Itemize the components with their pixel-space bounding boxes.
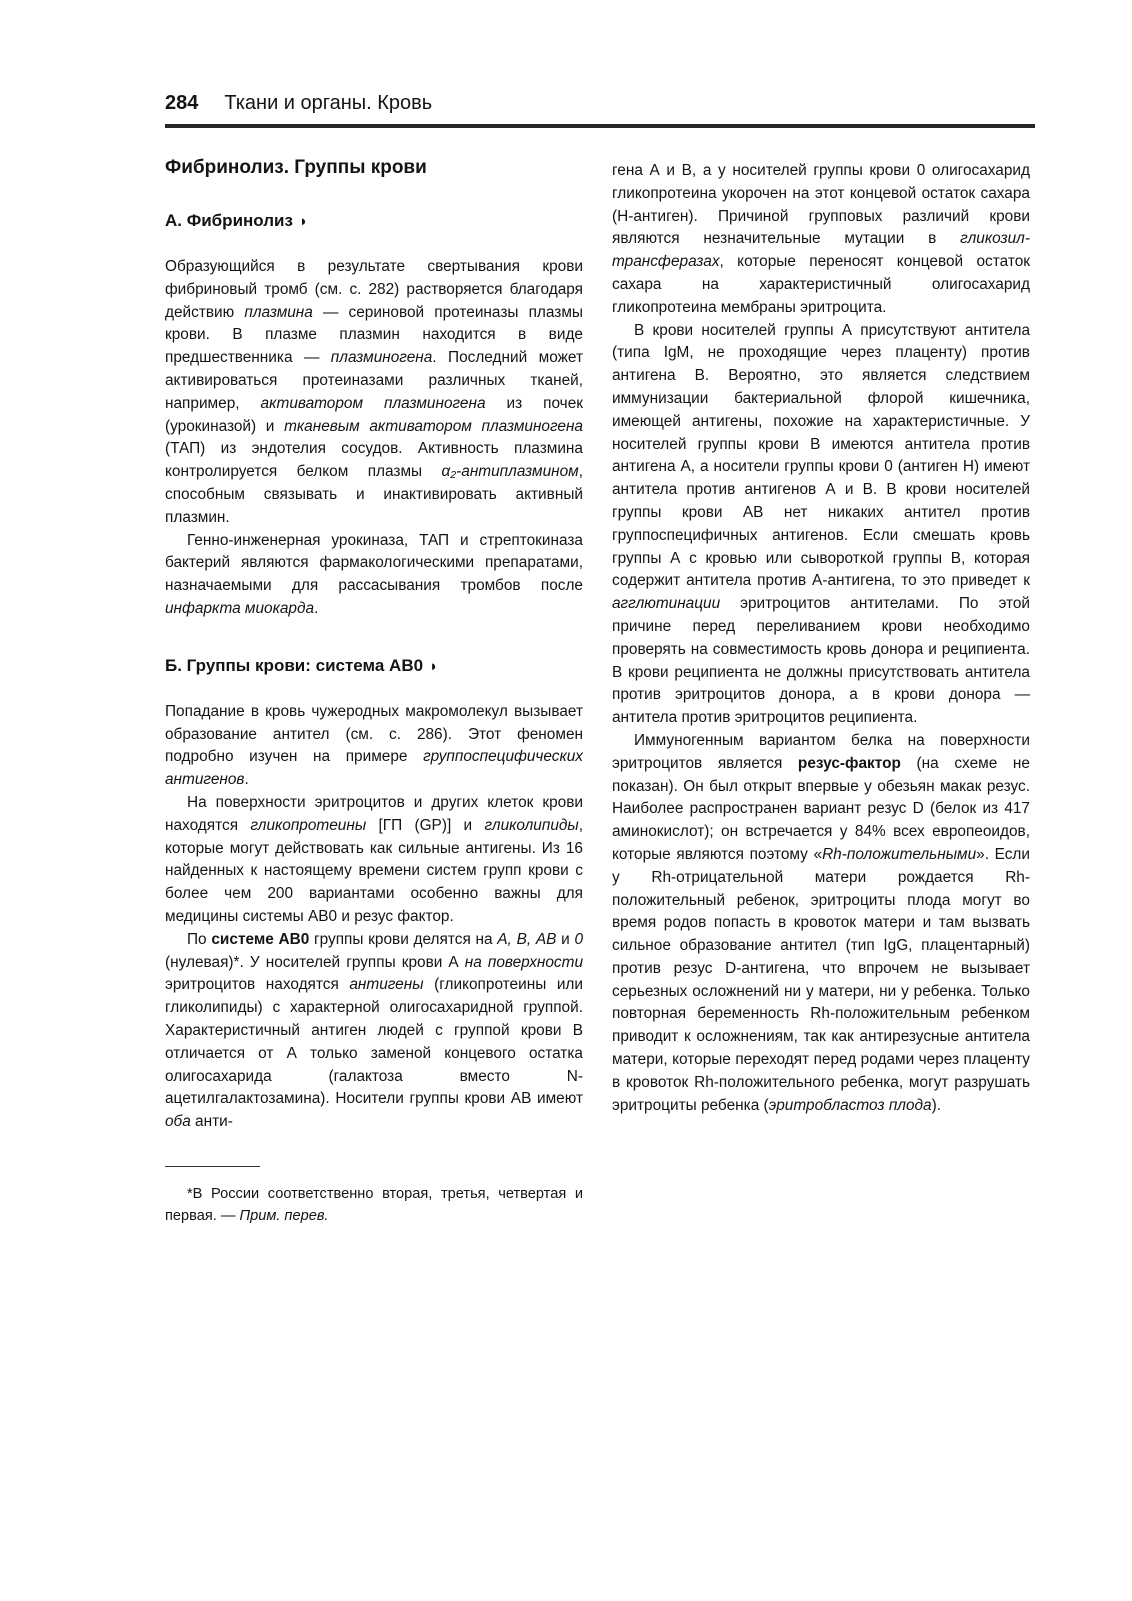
page-header bbox=[165, 92, 1035, 128]
section-a-heading: А. Фибринолиз ◗ bbox=[165, 211, 309, 230]
paragraph: Образующийся в результате свертывания крови фибриновый тромб (см. с. 282) растворяется благодаря действию плазмина — сериновой протеиназы плазмы крови. В плазме плазмин находится в виде предшественника — плазминогена. Последний может активироваться протеиназами различных тканей, например, активатором плазминогена из почек (урокиназой) и тканевым активатором плазминогена (ТАП) из эндотелия сосудов. Активность плазмина контролируется белком плазмы α₂-антиплазмином, способным связывать и инактивировать активный плазмин. bbox=[165, 258, 583, 526]
section-marker-icon: ◗ bbox=[298, 213, 309, 230]
running-title: Ткани и органы. Кровь bbox=[224, 92, 433, 114]
paragraph: В крови носителей группы А присутствуют антитела (типа IgM, не проходящие через плаценту) против антигена В. Вероятно, это является следствием иммунизации бактериальной флорой кишечника, имеющей антигены, похожие на характеристичные. У носителей группы крови В имеются антитела против антигена А, а носители группы крови 0 (антиген Н) имеют антитела против антигенов А и В. В крови носителей группы крови АВ нет никаких антител против группоспецифичных антигенов. Если смешать кровь группы А с кровью или сывороткой группы В, которая содержит антитела против А-антигена, то это приведет к агглютинации эритроцитов антителами. По этой причине перед переливанием крови необходимо проверять на совместимость кровь донора и реципиента. В крови реципиента не должны присутствовать антитела против эритроцитов донора, а в крови донора — антитела против эритроцитов реципиента. bbox=[612, 321, 1030, 727]
paragraph: На поверхности эритроцитов и других клеток крови находятся гликопротеины [ГП (GP)] и гликолипиды, которые могут действовать как сильные антигены. Из 16 найденных к настоящему времени систем групп крови с более чем 200 вариантами особенно важны для медицины системы АВ0 и резус фактор. bbox=[165, 793, 583, 925]
paragraph: Попадание в кровь чужеродных макромолекул вызывает образование антител (см. с. 286). Этот феномен подробно изучен на примере группоспецифических антигенов. bbox=[165, 702, 583, 789]
paragraph: Иммуногенным вариантом белка на поверхности эритроцитов является резус-фактор (на схеме не показан). Он был открыт впервые у обезьян макак резус. Наиболее распространен вариант резус D (белок из 417 аминокислот); он встречается у 84% всех европеоидов, которые являются поэтому «Rh-положительными». Если у Rh-отрицательной матери рождается Rh-положительный ребенок, эритроциты плода могут во время родов попасть в кровоток матери и там вызвать сильное образование антител (тип IgG, плацентарный) против резус D-антигена, что впрочем не вызывает серьезных осложнений ни у матери, ни у ребенка. Только повторная беременность Rh-положительным ребенком приводит к осложнениям, так как антирезусные антитела матери, которые переходят перед родами через плаценту в кровоток Rh-положительного ребенка, могут разрушать эритроциты ребенка (эритробластоз плода). bbox=[612, 731, 1030, 1114]
paragraph: гена А и В, а у носителей группы крови 0 олигосахарид гликопротеина укорочен на этот концевой остаток сахара (Н-антиген). Причиной групповых различий крови являются незначительные мутации в гликозил-трансферазах, которые переносят концевой остаток сахара на характеристичный олигосахарид гликопротеина мембраны эритроцита. bbox=[612, 162, 1030, 316]
footnote: *В России соответственно вторая, третья, четвертая и первая. — Прим. перев. bbox=[165, 1185, 583, 1224]
left-column bbox=[165, 155, 583, 1227]
header-rule bbox=[165, 124, 1035, 128]
section-marker-icon: ◗ bbox=[429, 657, 439, 675]
page-number: 284 bbox=[165, 92, 199, 114]
right-column bbox=[612, 160, 1030, 1117]
paragraph: По системе АВ0 группы крови делятся на А, В, АВ и 0 (нулевая)*. У носителей группы крови А на поверхности эритроцитов находятся антигены (гликопротеины или гликолипиды) с характерной олигосахаридной группой. Характеристичный антиген людей с группой крови В отличается от А только заменой концевого остатка олигосахарида (галактоза вместо N-ацетилгалактозамина). Носители группы крови АВ имеют оба анти- bbox=[165, 930, 583, 1131]
section-b-heading: Б. Группы крови: система АВ0 ◗ bbox=[165, 655, 439, 675]
page-title: Фибринолиз. Группы крови bbox=[165, 157, 427, 178]
paragraph: Генно-инженерная урокиназа, ТАП и стрептокиназа бактерий являются фармакологическими препаратами, назначаемыми для рассасывания тромбов после инфаркта миокарда. bbox=[165, 531, 583, 617]
footnote-divider bbox=[165, 1166, 260, 1167]
